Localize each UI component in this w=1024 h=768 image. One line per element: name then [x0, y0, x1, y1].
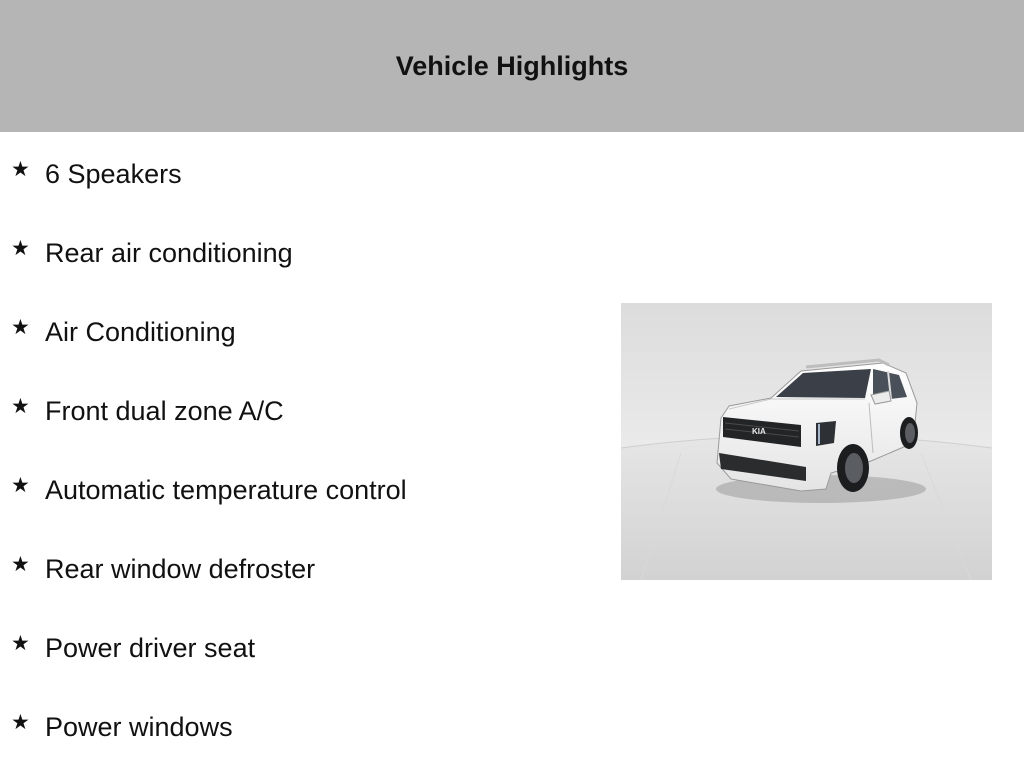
star-icon: ★ [11, 553, 30, 576]
star-icon: ★ [11, 395, 30, 418]
page-title: Vehicle Highlights [395, 50, 629, 81]
feature-label: Automatic temperature control [45, 475, 407, 505]
star-icon: ★ [11, 711, 30, 734]
feature-label: Power windows [45, 712, 233, 742]
star-icon: ★ [11, 158, 30, 181]
feature-label: Power driver seat [45, 633, 256, 663]
feature-label: Front dual zone A/C [45, 396, 284, 426]
star-icon: ★ [11, 316, 30, 339]
vehicle-photo [621, 303, 992, 580]
star-icon: ★ [11, 632, 30, 655]
kia-badge: KIA [752, 427, 766, 436]
star-icon: ★ [11, 474, 30, 497]
star-icon: ★ [11, 237, 30, 260]
feature-label: Rear window defroster [45, 554, 316, 584]
header-bar [0, 0, 1024, 132]
feature-label: Air Conditioning [45, 317, 236, 347]
feature-label: 6 Speakers [45, 159, 182, 189]
feature-label: Rear air conditioning [45, 238, 293, 268]
